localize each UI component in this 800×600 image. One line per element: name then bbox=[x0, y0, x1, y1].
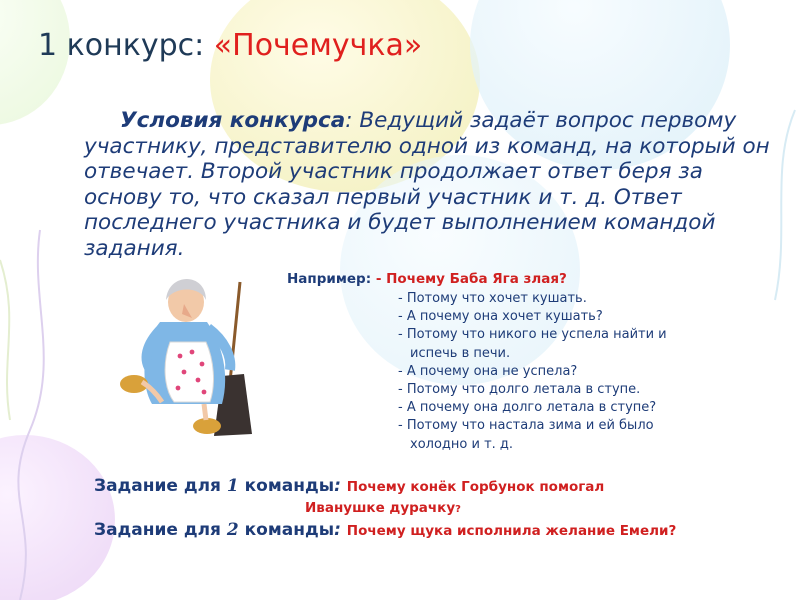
task-number: 2 bbox=[226, 520, 239, 540]
task-question-cont: Иванушке дурачку bbox=[305, 500, 456, 516]
title-prefix: 1 конкурс: bbox=[38, 28, 214, 63]
task-suffix: команды bbox=[238, 476, 335, 496]
dialog-line: - Потому что долго летала в ступе. bbox=[398, 382, 641, 398]
task-1-continuation bbox=[305, 500, 461, 516]
conditions-paragraph bbox=[84, 108, 774, 261]
conditions-lead: Условия конкурса bbox=[120, 108, 346, 133]
balloon-string bbox=[775, 110, 795, 300]
example-label: Например: bbox=[287, 271, 376, 287]
balloon-string bbox=[0, 260, 10, 420]
dialog-line: - Потому что настала зима и ей было bbox=[398, 418, 654, 434]
title-accent: «Почемучка» bbox=[213, 28, 423, 63]
task-suffix: команды bbox=[238, 520, 335, 540]
task-prefix: Задание для bbox=[94, 520, 227, 540]
task-1 bbox=[94, 476, 604, 496]
example-heading bbox=[287, 271, 567, 287]
task-2 bbox=[94, 520, 676, 540]
task-number: 1 bbox=[226, 476, 239, 496]
dialog-line: - А почему она не успела? bbox=[398, 363, 578, 379]
task-question: Почему щука исполнила желание Емели? bbox=[346, 523, 677, 539]
task-question: Почему конёк Горбунок помогал bbox=[346, 479, 605, 495]
task-colon: : bbox=[334, 520, 347, 540]
baba-yaga-illustration bbox=[112, 264, 262, 444]
dialog-line: испечь в печи. bbox=[410, 345, 511, 361]
task-colon: : bbox=[334, 476, 347, 496]
shoe-right bbox=[193, 418, 221, 434]
dialog-line: - А почему она хочет кушать? bbox=[398, 309, 603, 325]
leg-right bbox=[204, 404, 206, 420]
slide-title bbox=[38, 28, 422, 63]
conditions-text: : Ведущий задаёт вопрос первому участнику, представителю одной из команд, на который он отвечает. Второй участник продолжает ответ беря за основу то, что сказал первый участник и т. д. Ответ последнего участника и будет выполнением командой задания. bbox=[84, 108, 770, 261]
example-question: - Почему Баба Яга злая? bbox=[375, 271, 567, 287]
dialog-line: - Потому что никого не успела найти и bbox=[398, 327, 667, 343]
dialog-line: - Потому что хочет кушать. bbox=[398, 291, 587, 306]
dialog-line: холодно и т. д. bbox=[410, 436, 514, 452]
example-dialog bbox=[398, 290, 667, 454]
task-question-end: ? bbox=[455, 504, 461, 515]
balloon-purple bbox=[0, 435, 115, 600]
dialog-line: - А почему она долго летала в ступе? bbox=[398, 400, 657, 416]
task-prefix: Задание для bbox=[94, 476, 227, 496]
apron bbox=[165, 342, 213, 402]
